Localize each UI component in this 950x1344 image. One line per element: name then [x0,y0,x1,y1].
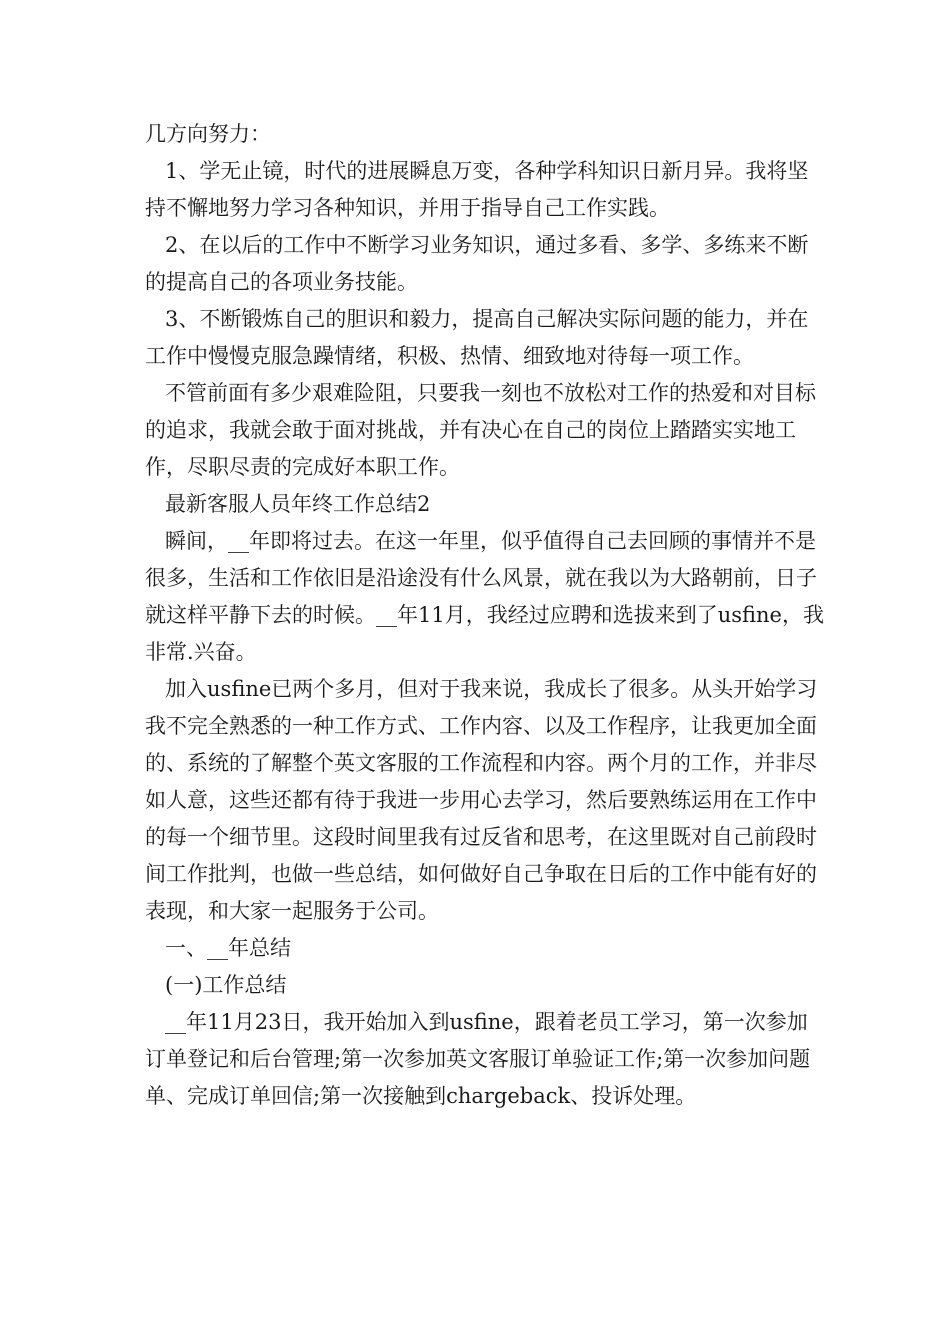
document-body [145,116,825,1115]
subheading-summary: 一、__年总结 [145,936,292,960]
paragraph-item-3: 3、不断锻炼自己的胆识和毅力，提高自己解决实际问题的能力，并在工作中慢慢克服急躁情绪，积极、热情、细致地对待每一项工作。 [145,307,809,368]
subheading-work-summary: (一)工作总结 [145,973,287,997]
paragraph-experience: 加入usfine已两个多月，但对于我来说，我成长了很多。从头开始学习我不完全熟悉的一种工作方式、工作内容、以及工作程序，让我更加全面的、系统的了解整个英文客服的工作流程和内容。两个月的工作，并非尽如人意，这些还都有待于我进一步用心去学习，然后要熟练运用在工作中的每一个细节里。这段时间里我有过反省和思考，在这里既对自己前段时间工作批判，也做一些总结，如何做好自己争取在日后的工作中能有好的表现，和大家一起服务于公司。 [145,677,818,923]
paragraph-opening: 瞬间，__年即将过去。在这一年里，似乎值得自己去回顾的事情并不是很多，生活和工作依旧是沿途没有什么风景，就在我以为大路朝前，日子就这样平静下去的时候。__年11月，我经过应聘和选拔来到了usfine，我非常.兴奋。 [145,529,824,664]
paragraph-item-2: 2、在以后的工作中不断学习业务知识，通过多看、多学、多练来不断的提高自己的各项业务技能。 [145,233,809,294]
paragraph-work-details: __年11月23日，我开始加入到usfine，跟着老员工学习，第一次参加订单登记和后台管理;第一次参加英文客服订单验证工作;第一次参加问题单、完成订单回信;第一次接触到chargeback、投诉处理。 [145,1010,811,1108]
paragraph-item-1: 1、学无止镜，时代的进展瞬息万变，各种学科知识日新月异。我将坚持不懈地努力学习各种知识，并用于指导自己工作实践。 [145,159,809,220]
paragraph-closing: 不管前面有多少艰难险阻，只要我一刻也不放松对工作的热爱和对目标的追求，我就会敢于面对挑战，并有决心在自己的岗位上踏踏实实地工作，尽职尽责的完成好本职工作。 [145,381,817,479]
section-heading: 最新客服人员年终工作总结2 [145,492,431,516]
paragraph-intro: 几方向努力： [145,122,271,146]
